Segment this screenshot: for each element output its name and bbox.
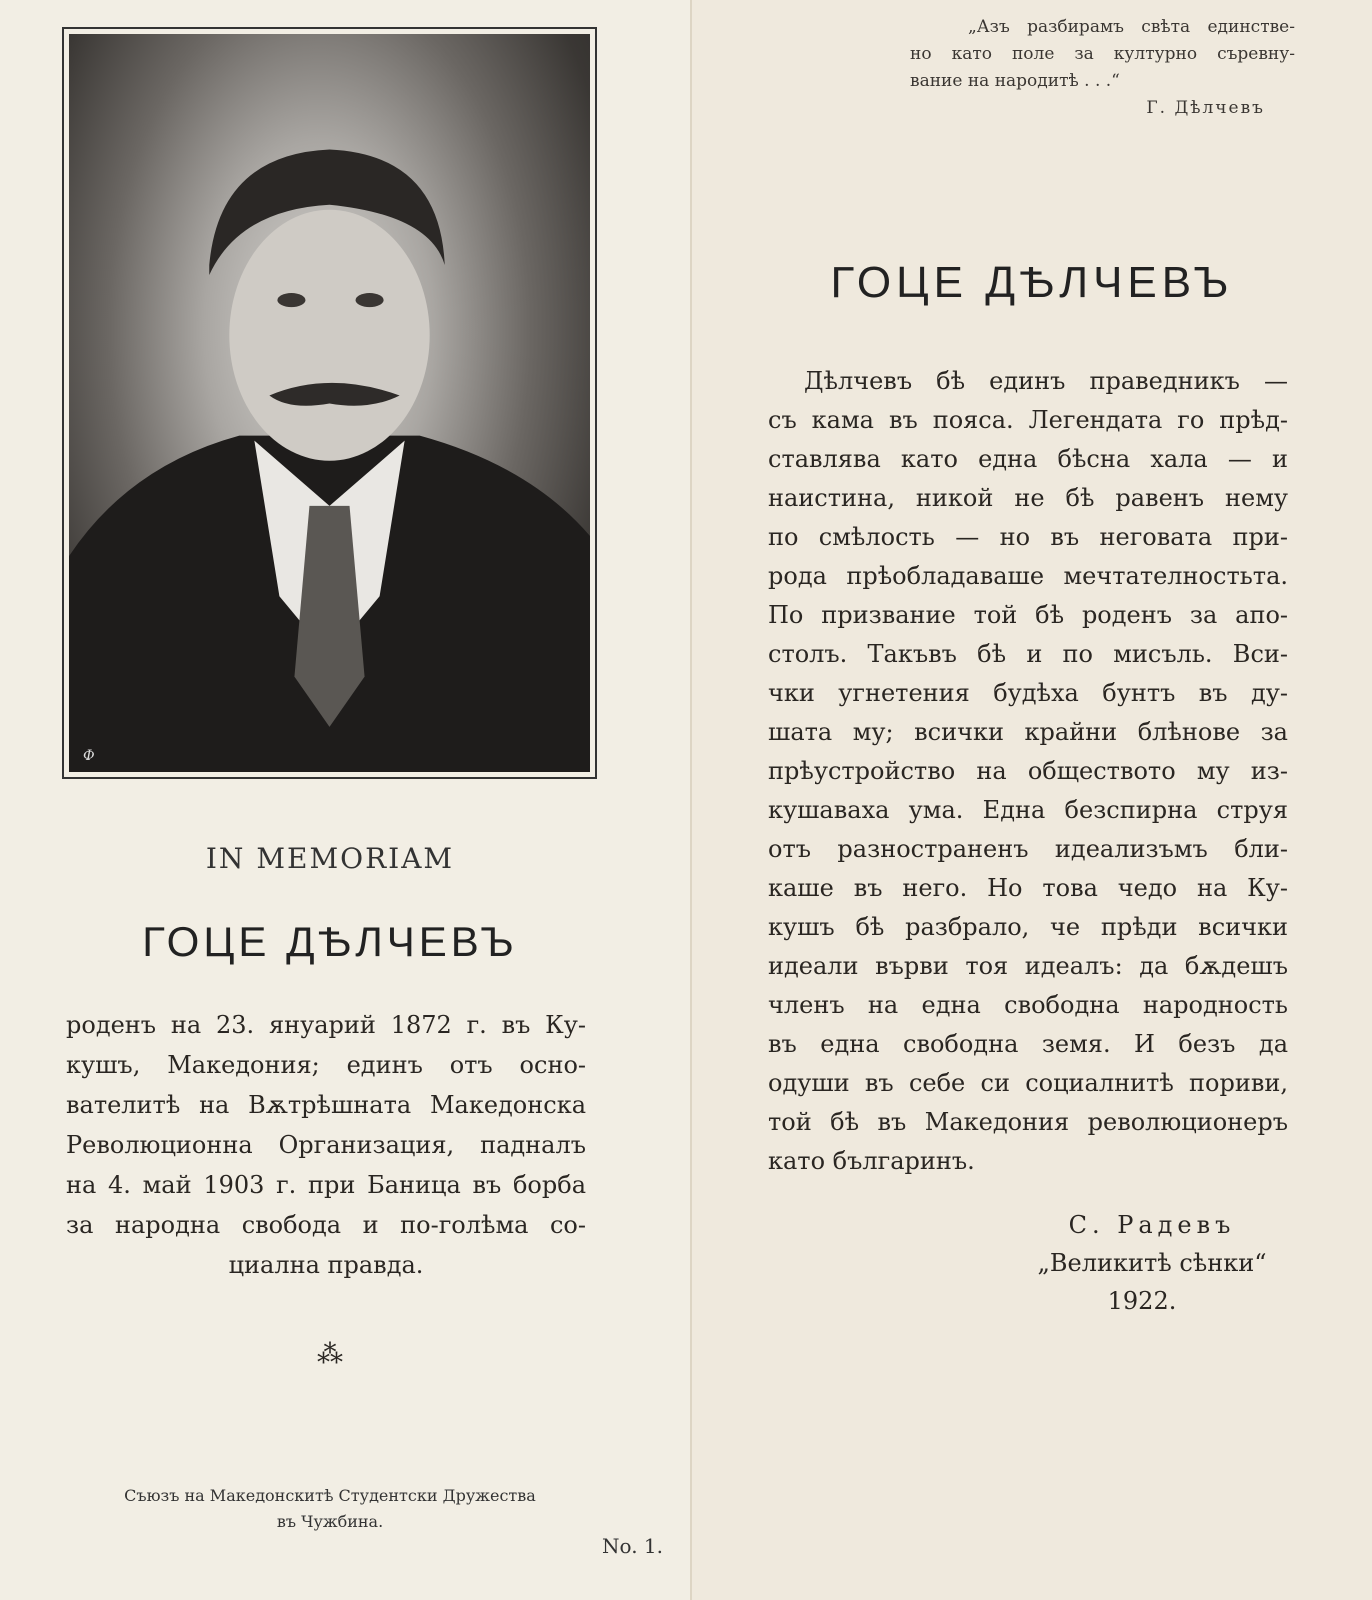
body-line: по смѣлость — но въ неговата при-	[768, 523, 1288, 551]
right-page	[690, 0, 1372, 1600]
body-line: ставлява като една бѣсна хала — и	[768, 445, 1288, 473]
signature-author: С. Радевъ	[1068, 1211, 1236, 1239]
body-line: наистина, никой не бѣ равенъ нему	[768, 484, 1288, 512]
article-body	[768, 362, 1288, 1181]
biography-text	[66, 1005, 586, 1285]
body-line: идеали върви тоя идеалъ: да бѫдешъ	[768, 952, 1288, 980]
body-line: кушаваха ума. Една безспирна струя	[768, 796, 1288, 824]
body-line: одуши въ себе си социалнитѣ пориви,	[768, 1069, 1288, 1097]
signature-work: „Великитѣ сѣнки“	[1037, 1249, 1267, 1277]
body-line: съ кама въ пояса. Легендата го прѣд-	[768, 406, 1288, 434]
bio-line: кушъ, Македония; единъ отъ осно-	[66, 1051, 586, 1079]
body-line: отъ разностраненъ идеализъмъ бли-	[768, 835, 1288, 863]
body-line: шата му; всички крайни блѣнове за	[768, 718, 1288, 746]
bio-line: вателитѣ на Вѫтрѣшната Македонска	[66, 1091, 586, 1119]
page-title: ГОЦЕ ДѢЛЧЕВЪ	[142, 918, 518, 965]
bio-line: Революционна Организация, падналъ	[66, 1131, 586, 1159]
body-line: рода прѣобладаваше мечтателностьта.	[768, 562, 1288, 590]
body-line: кушъ бѣ разбрало, че прѣди всички	[768, 913, 1288, 941]
body-line: каше въ него. Но това чедо на Ку-	[768, 874, 1288, 902]
signature	[1022, 1206, 1282, 1320]
bio-line: за народна свобода и по-голѣма со-	[66, 1211, 586, 1239]
body-line: въ една свободна земя. И безъ да	[768, 1030, 1288, 1058]
body-line: чки угнетения будѣха бунтъ въ ду-	[768, 679, 1288, 707]
bio-line: роденъ на 23. януарий 1872 г. въ Ку-	[66, 1011, 586, 1039]
body-line: столъ. Такъвъ бѣ и по мисъль. Вси-	[768, 640, 1288, 668]
epigraph-line: вание на народитѣ . . .“	[910, 71, 1120, 91]
bio-line: на 4. май 1903 г. при Баница въ борба	[66, 1171, 586, 1199]
in-memoriam-heading: IN MEMORIAM	[205, 842, 455, 875]
epigraph-author: Г. Дѣлчевъ	[1146, 98, 1265, 118]
footer-line1: Съюзъ на Македонскитѣ Студентски Дружества	[124, 1486, 536, 1505]
body-line: членъ на една свободна народность	[768, 991, 1288, 1019]
epigraph-line: „Азъ разбирамъ свѣта единстве-	[968, 17, 1295, 37]
article-title: ГОЦЕ ДѢЛЧЕВЪ	[830, 258, 1234, 307]
body-line: прѣустройство на обществото му из-	[768, 757, 1288, 785]
body-line: По призвание той бѣ роденъ за апо-	[768, 601, 1288, 629]
footer-line2: въ Чужбина.	[276, 1512, 384, 1531]
engraver-mark: Ф	[83, 748, 95, 764]
epigraph-line: но като поле за културно съревну-	[910, 44, 1295, 64]
epigraph	[910, 14, 1295, 122]
body-line: той бѣ въ Македония революционеръ	[768, 1108, 1288, 1136]
bio-line: циална правда.	[228, 1251, 424, 1279]
portrait-photo	[69, 34, 590, 772]
body-line: Дѣлчевъ бѣ единъ праведникъ —	[804, 367, 1288, 395]
portrait-frame	[62, 27, 597, 779]
issue-number: No. 1.	[602, 1534, 663, 1558]
signature-year: 1922.	[1107, 1287, 1177, 1315]
ornament-icon: ⁂	[317, 1340, 343, 1370]
body-line: като българинъ.	[768, 1147, 975, 1175]
